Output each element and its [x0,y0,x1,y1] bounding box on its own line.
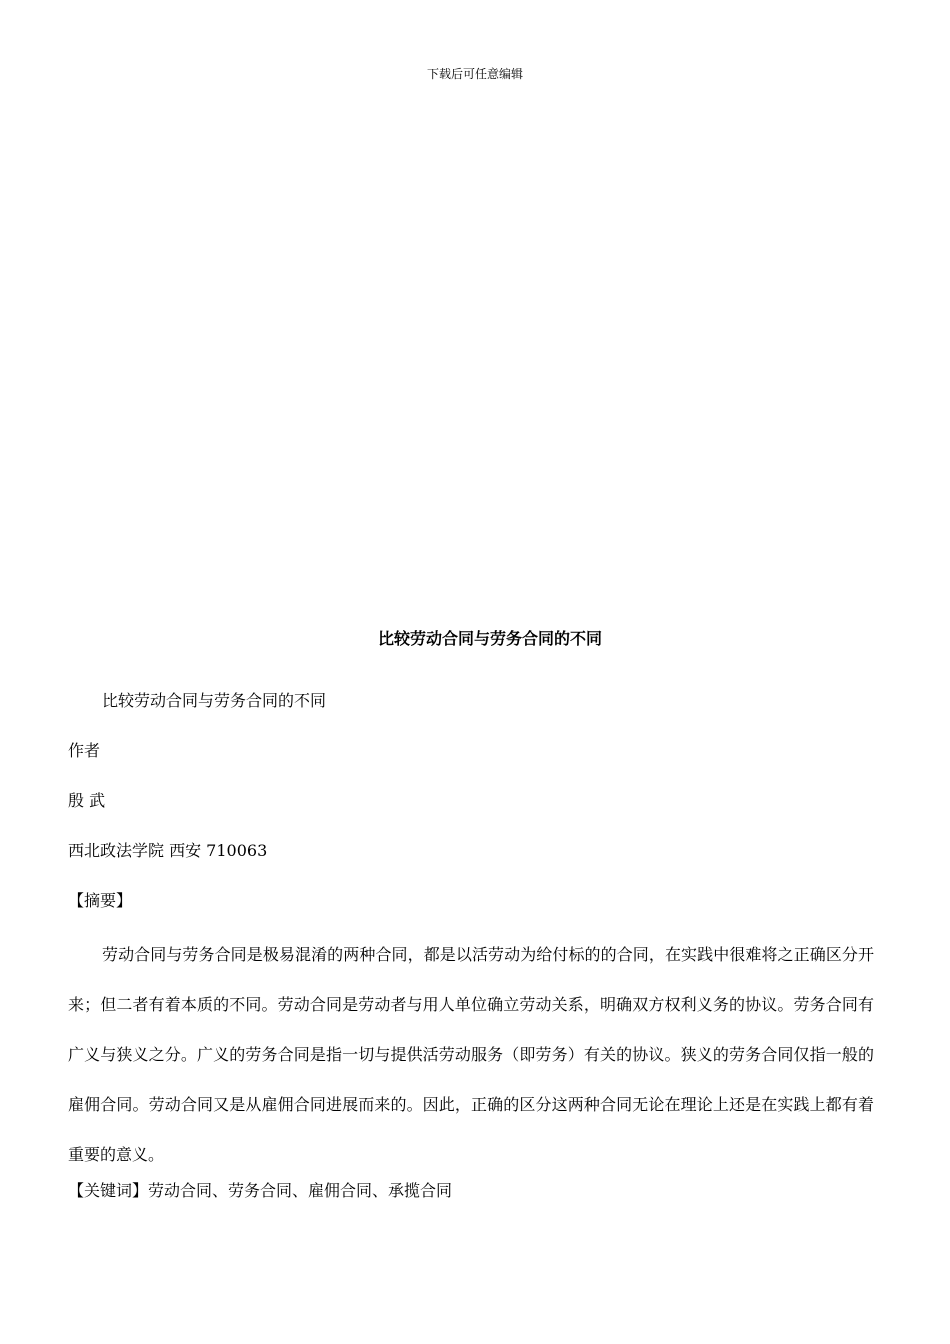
keywords-line: 【关键词】劳动合同、劳务合同、雇佣合同、承揽合同 [68,1181,453,1200]
document-title: 比较劳动合同与劳务合同的不同 [377,629,602,648]
author-label: 作者 [68,741,101,760]
abstract-paragraph: 劳动合同与劳务合同是极易混淆的两种合同，都是以活劳动为给付标的的合同，在实践中很难将之正确区分开来；但二者有着本质的不同。劳动合同是劳动者与用人单位确立劳动关系，明确双方权利义务的协议。劳务合同有广义与狭义之分。广义的劳务合同是指一切与提供活劳动服务（即劳务）有关的协议。狭义的劳务合同仅指一般的雇佣合同。劳动合同又是从雇佣合同进展而来的。因此，正确的区分这两种合同无论在理论上还是在实践上都有着重要的意义。 [68,945,874,1164]
document-subtitle: 比较劳动合同与劳务合同的不同 [102,691,327,710]
author-name: 殷 武 [68,791,106,810]
author-affiliation: 西北政法学院 西安 710063 [68,841,268,860]
abstract-label: 【摘要】 [68,891,133,910]
page-header-note: 下载后可任意编辑 [426,67,523,81]
